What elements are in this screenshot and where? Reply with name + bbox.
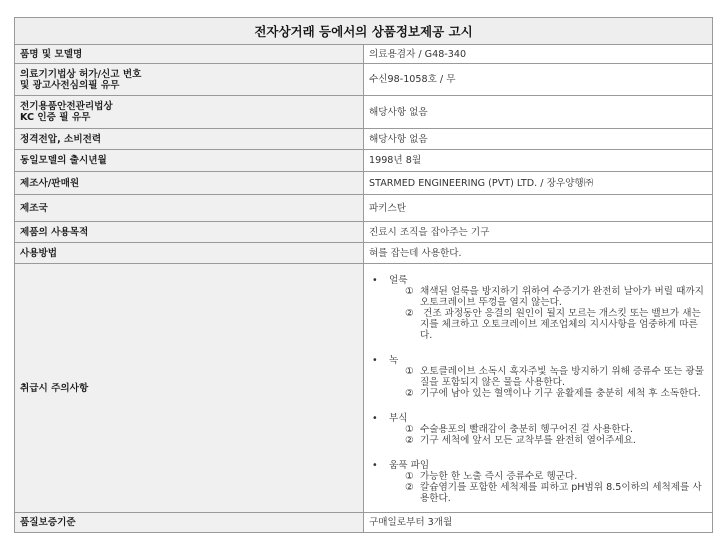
item-text: 오토클레이브 소독시 흑자주빛 녹을 방지하기 위해 증류수 또는 광물질을 포함되지 않은 물을 사용한다. — [420, 365, 704, 388]
table-row — [15, 45, 713, 64]
bullet-icon: • — [372, 459, 378, 471]
product-info-notice — [14, 17, 713, 533]
item-text: 가능한 한 노출 즉시 증류수로 헹군다. — [420, 470, 578, 482]
circled-number: ② — [405, 307, 414, 319]
bullet-icon: • — [372, 354, 378, 366]
table-row — [15, 64, 713, 96]
section-heading: 얼룩 — [389, 274, 408, 286]
row-label-warranty: 품질보증기준 — [15, 513, 364, 533]
caution-section-pitting — [372, 460, 704, 504]
circled-number: ① — [405, 285, 414, 297]
row-value-country: 파키스탄 — [364, 195, 713, 222]
item-text: 기구에 남아 있는 혈액이나 기구 윤활제를 충분히 세척 후 소독한다. — [420, 387, 701, 399]
item-text: 수술용포의 빨래감이 충분히 헹구어진 걸 사용한다. — [420, 423, 633, 435]
row-label-release-date: 동일모델의 출시년월 — [15, 150, 364, 172]
caution-section-stain — [372, 275, 704, 341]
table-row — [15, 129, 713, 150]
row-value-rated-power: 해당사항 없음 — [364, 129, 713, 150]
circled-number: ② — [405, 434, 414, 446]
bullet-icon: • — [372, 274, 378, 286]
row-value-purpose: 진료시 조직을 잡아주는 기구 — [364, 222, 713, 243]
list-item — [372, 308, 704, 341]
list-item — [372, 471, 704, 482]
list-item — [372, 435, 704, 446]
row-label-usage: 사용방법 — [15, 243, 364, 264]
row-label-country: 제조국 — [15, 195, 364, 222]
table-row — [15, 222, 713, 243]
list-item — [372, 366, 704, 388]
list-item — [372, 482, 704, 504]
table-title-row — [15, 18, 713, 45]
table-row — [15, 96, 713, 129]
table-title: 전자상거래 등에서의 상품정보제공 고시 — [15, 18, 713, 45]
circled-number: ① — [405, 470, 414, 482]
list-item — [372, 388, 704, 399]
table-row — [15, 195, 713, 222]
circled-number: ② — [405, 481, 414, 493]
circled-number: ① — [405, 365, 414, 377]
bullet-icon: • — [372, 412, 378, 424]
row-value-warranty: 구매일로부터 3개월 — [364, 513, 713, 533]
row-value-manufacturer: STARMED ENGINEERING (PVT) LTD. / 장우양행㈜ — [364, 172, 713, 195]
row-label-product-name: 품명 및 모델명 — [15, 45, 364, 64]
row-label-kc-cert: 전기용품안전관리법상 KC 인증 필 유무 — [15, 96, 364, 129]
product-info-table — [14, 17, 713, 533]
section-heading: 녹 — [389, 354, 399, 366]
row-value-usage: 혀를 잡는데 사용한다. — [364, 243, 713, 264]
table-row — [15, 243, 713, 264]
row-value-permit-number: 수신98-1058호 / 무 — [364, 64, 713, 96]
item-text: 칼슘염기를 포함한 세척제를 피하고 pH범위 8.5이하의 세척제를 사용한다. — [420, 481, 702, 504]
row-value-kc-cert: 해당사항 없음 — [364, 96, 713, 129]
section-heading: 움푹 파임 — [389, 459, 430, 471]
caution-section-rust — [372, 355, 704, 399]
circled-number: ① — [405, 423, 414, 435]
table-row — [15, 172, 713, 195]
list-item — [372, 286, 704, 308]
caution-notes — [364, 264, 713, 513]
row-label-manufacturer: 제조사/판매원 — [15, 172, 364, 195]
table-row — [15, 513, 713, 533]
table-row — [15, 150, 713, 172]
row-label-purpose: 제품의 사용목적 — [15, 222, 364, 243]
item-text: 채색된 얼룩을 방지하기 위하여 수증기가 완전히 날아가 버릴 때까지 오토크레이브 뚜껑을 열지 않는다. — [420, 285, 704, 308]
section-heading: 부식 — [389, 412, 408, 424]
row-value-release-date: 1998년 8월 — [364, 150, 713, 172]
circled-number: ② — [405, 387, 414, 399]
list-item — [372, 424, 704, 435]
item-text: 건조 과정동안 응결의 원인이 될지 모르는 개스킷 또는 밸브가 새는지를 체크하고 오토크레이브 제조업체의 지시사항을 엄중하게 따른다. — [420, 307, 701, 341]
caution-section-corrosion — [372, 413, 704, 446]
row-value-product-name: 의료용겸자 / G48-340 — [364, 45, 713, 64]
item-text: 기구 세척에 앞서 모든 교착부를 완전히 열어주세요. — [420, 434, 636, 446]
row-label-rated-power: 정격전압, 소비전력 — [15, 129, 364, 150]
row-label-permit-number: 의료기기법상 허가/신고 번호 및 광고사전심의필 유무 — [15, 64, 364, 96]
table-row — [15, 264, 713, 513]
row-label-caution: 취급시 주의사항 — [15, 264, 364, 513]
